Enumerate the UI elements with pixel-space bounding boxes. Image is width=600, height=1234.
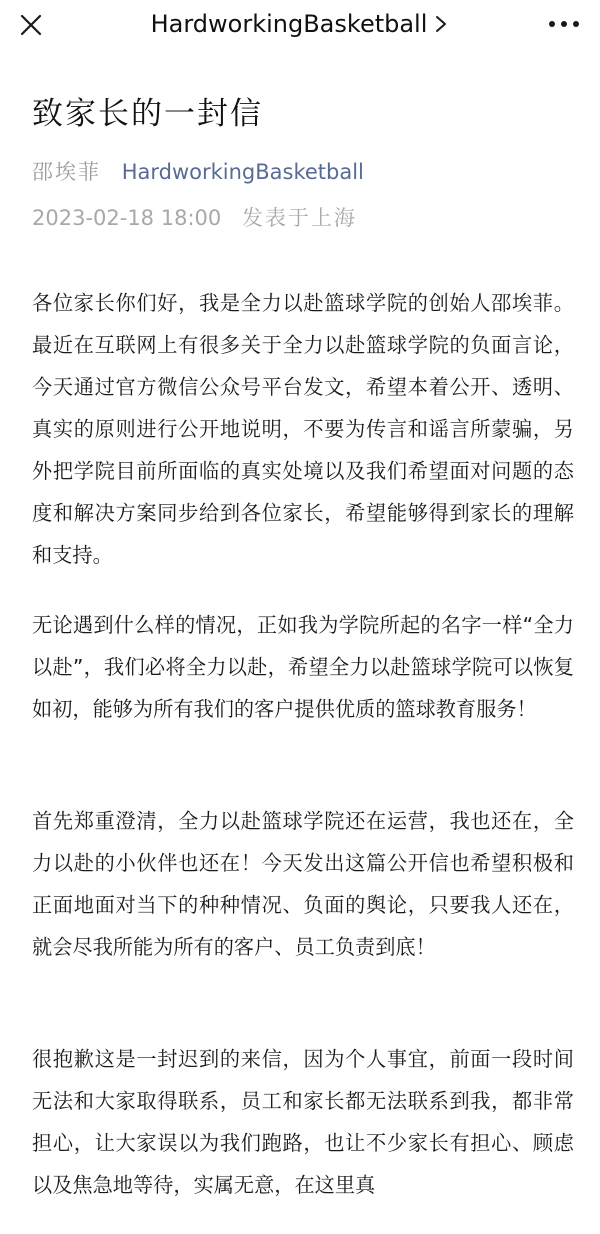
article-body bbox=[32, 282, 574, 1234]
article-paragraph: 首先郑重澄清，全力以赴篮球学院还在运营，我也还在，全力以赴的小伙伴也还在！今天发出这篇公开信也希望积极和正面地面对当下的种种情况、负面的舆论，只要我人还在，就会尽我所能为所有的客户、员工负责到底！ bbox=[32, 809, 574, 959]
account-title-link[interactable] bbox=[130, 0, 470, 48]
article-paragraph: 无论遇到什么样的情况，正如我为学院所起的名字一样“全力以赴”，我们必将全力以赴，希望全力以赴篮球学院可以恢复如初，能够为所有我们的客户提供优质的篮球教育服务！ bbox=[32, 613, 574, 721]
chevron-right-icon bbox=[433, 13, 449, 35]
article-title: 致家长的一封信 bbox=[32, 96, 263, 132]
nav-bar bbox=[0, 0, 600, 52]
publish-location: 发表于上海 bbox=[241, 206, 357, 230]
article-meta-author bbox=[32, 156, 364, 186]
author-name: 邵埃菲 bbox=[32, 160, 101, 184]
close-icon[interactable] bbox=[14, 8, 48, 42]
article-meta-publish bbox=[32, 202, 357, 232]
article-paragraph: 很抱歉这是一封迟到的来信，因为个人事宜，前面一段时间无法和大家取得联系，员工和家长都无法联系到我，都非常担心，让大家误以为我们跑路，也让不少家长有担心、顾虑以及焦急地等待，实属无意，在这里真 bbox=[32, 1047, 574, 1197]
account-name-link[interactable]: HardworkingBasketball bbox=[121, 160, 364, 184]
nav-title: HardworkingBasketball bbox=[150, 10, 428, 38]
article-paragraph: 各位家长你们好，我是全力以赴篮球学院的创始人邵埃菲。最近在互联网上有很多关于全力以赴篮球学院的负面言论，今天通过官方微信公众号平台发文，希望本着公开、透明、真实的原则进行公开地说明，不要为传言和谣言所蒙骗，另外把学院目前所面临的真实处境以及我们希望面对问题的态度和解决方案同步给到各位家长，希望能够得到家长的理解和支持。 bbox=[32, 291, 574, 567]
more-icon[interactable] bbox=[542, 8, 586, 40]
publish-datetime: 2023-02-18 18:00 bbox=[32, 206, 222, 230]
